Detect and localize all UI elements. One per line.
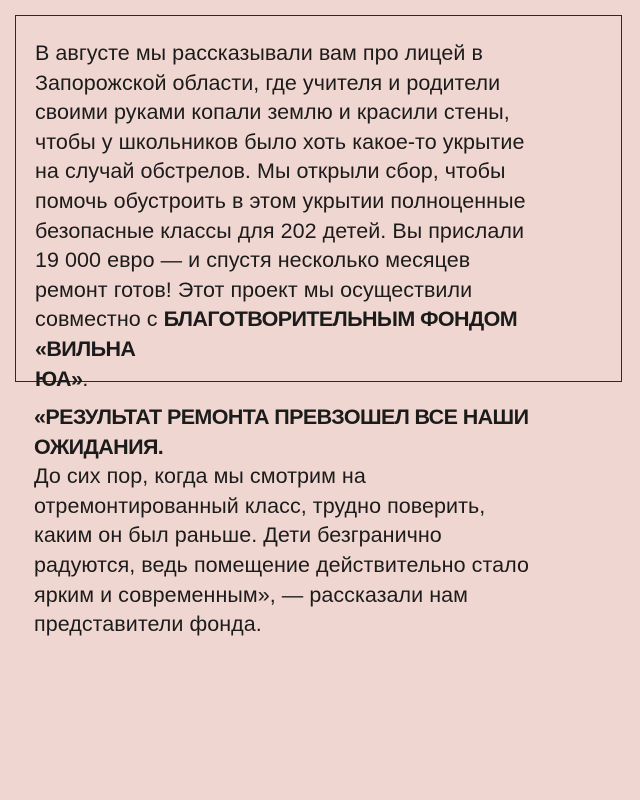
- quote-line: отремонтированный класс, трудно поверить,: [34, 493, 486, 518]
- quote-line: ярким и современным», — рассказали нам: [34, 582, 468, 607]
- intro-line: безопасные классы для 202 детей. Вы прислали: [35, 218, 525, 243]
- intro-line: 19 000 евро — и спустя несколько месяцев: [35, 248, 471, 273]
- quote-paragraph: [34, 403, 614, 640]
- fund-trailing-period: .: [82, 366, 89, 391]
- fund-name-continued: ЮА»: [35, 366, 83, 391]
- quote-block: [34, 403, 614, 640]
- intro-line: чтобы у школьников было хоть какое-то укрытие: [35, 129, 525, 154]
- quote-line: представители фонда.: [34, 612, 262, 637]
- intro-line: помочь обустроить в этом укрытии полноценные: [35, 188, 526, 213]
- intro-line: Запорожской области, где учителя и родители: [35, 70, 501, 95]
- intro-line: ремонт готов! Этот проект мы осуществили: [35, 277, 473, 302]
- intro-line: В августе мы рассказывали вам про лицей в: [35, 41, 483, 65]
- intro-text-box: [15, 15, 622, 391]
- quote-headline: «РЕЗУЛЬТАТ РЕМОНТА ПРЕВЗОШЕЛ ВСЕ НАШИ ОЖИДАНИЯ.: [34, 405, 529, 459]
- intro-line-prefix: совместно с: [35, 307, 164, 332]
- intro-line: на случай обстрелов. Мы открыли сбор, чтобы: [35, 159, 506, 184]
- quote-line: каким он был раньше. Дети безгранично: [34, 523, 442, 548]
- quote-line: До сих пор, когда мы смотрим на: [34, 464, 366, 489]
- fund-name: БЛАГОТВОРИТЕЛЬНЫМ ФОНДОМ «ВИЛЬНА: [35, 307, 518, 361]
- intro-paragraph: [35, 39, 603, 394]
- quote-line: радуются, ведь помещение действительно стало: [34, 552, 529, 577]
- intro-line: своими руками копали землю и красили стены,: [35, 100, 510, 125]
